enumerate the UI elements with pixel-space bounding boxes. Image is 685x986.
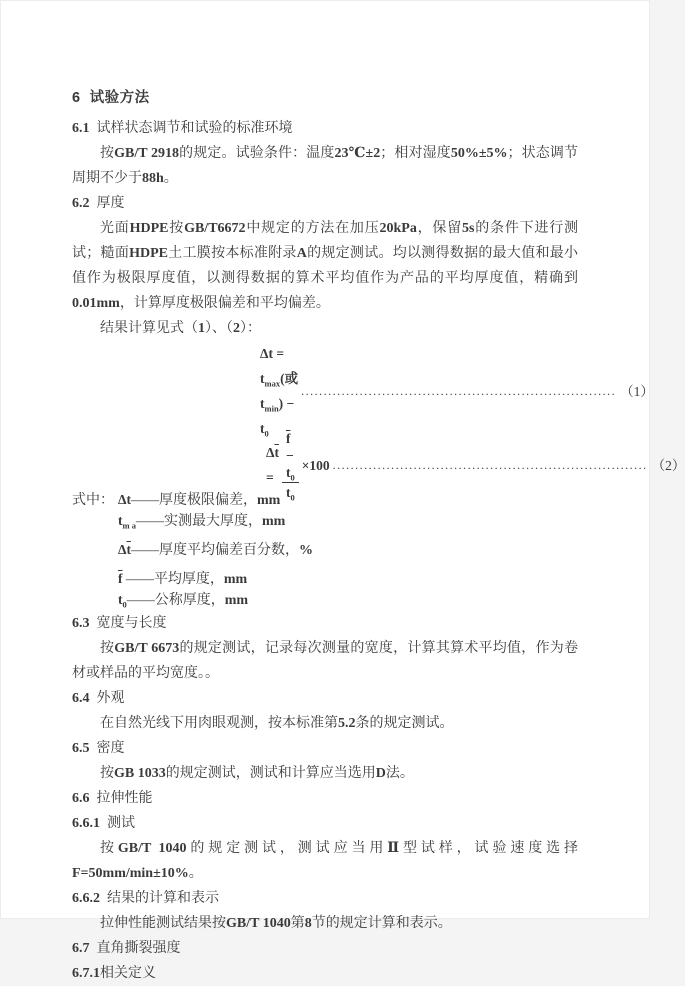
definition-term: $\Delta\overline{t}$ xyxy=(118,542,131,557)
definition-term: $t_0$ xyxy=(118,592,127,610)
definition-dash: —— xyxy=(126,593,155,608)
section-heading-6-6-2: 6.6.2 结果的计算和表示 xyxy=(72,891,219,906)
section-heading-6-4: 6.4 外观 xyxy=(72,691,125,706)
paragraph-6-2-formula-intro: 结果计算见式（1）、（2）： xyxy=(100,321,261,336)
definition-term: Δt xyxy=(118,492,131,507)
section-heading-6-6-1: 6.6.1 测试 xyxy=(72,816,135,831)
definition-row xyxy=(72,569,578,590)
definitions-list xyxy=(72,490,578,611)
definition-description: 实测最大厚度，mm xyxy=(163,514,286,529)
definition-description: 平均厚度，mm xyxy=(153,572,248,587)
paragraph-6-3: 按GB/T 6673的规定测试，记录每次测量的宽度，计算其算术平均值，作为卷材或样品的平均宽度。。 xyxy=(72,641,579,681)
definition-row xyxy=(72,511,578,532)
paragraph-6-6-2: 拉伸性能测试结果按GB/T 1040第8节的规定计算和表示。 xyxy=(100,916,452,931)
section-heading-6-5: 6.5 密度 xyxy=(72,741,125,756)
formula-1-equation: $\Delta t = t_{max}$(或$t_{min}) - t_0$ xyxy=(260,346,299,439)
fraction-denominator: $t_0$ xyxy=(285,484,295,503)
definition-row xyxy=(72,540,578,561)
section-heading-6: 6 试验方法 xyxy=(72,90,150,106)
dot-leader: ...................................................................... xyxy=(301,383,617,398)
formula-2-multiplier: ×100 xyxy=(301,457,330,473)
section-heading-6-6: 6.6 拉伸性能 xyxy=(72,791,153,806)
definition-row xyxy=(72,490,578,511)
definition-description: 厚度极限偏差，mm xyxy=(158,493,281,508)
paragraph-6-2: 光面HDPE按GB/T6672中规定的方法在加压20kPa，保留5s的条件下进行测试；糙面HDPE土工膜按本标准附录A的规定测试。均以测得数据的最大值和最小值作为极限厚度值，以测得数据的算术平均值作为产品的平均厚度值，精确到0.01mm，计算厚度极限偏差和平均偏差。 xyxy=(72,221,579,311)
formula-1-number: （1） xyxy=(620,383,654,399)
section-heading-6-7: 6.7 直角撕裂强度 xyxy=(72,941,181,956)
paragraph-6-4: 在自然光线下用肉眼观测，按本标准第5.2条的规定测试。 xyxy=(100,716,454,731)
definition-dash: —— xyxy=(130,493,159,508)
formula-2-number: （2） xyxy=(651,457,685,473)
definitions-label: 式中： xyxy=(72,493,114,508)
definition-term: $\overline{f}$ xyxy=(118,571,123,586)
paragraph-6-5: 按GB 1033的规定测试，测试和计算应当选用D法。 xyxy=(100,766,414,781)
section-heading-6-7-1: 6.7.1相关定义 xyxy=(72,966,156,981)
definition-term: $t_{m a}$ xyxy=(118,513,136,531)
paragraph-6-6-1: 按GB/T 1040的规定测试，测试应当用Ⅱ型试样，试验速度选择 F=50mm/min±10%。 xyxy=(72,841,586,881)
formula-2-fraction xyxy=(282,430,299,501)
formula-1 xyxy=(72,341,654,441)
definition-dash: —— xyxy=(135,514,164,529)
definition-description: 厚度平均偏差百分数，% xyxy=(158,543,313,558)
definition-dash: —— xyxy=(125,572,154,587)
paragraph-6-1: 按GB/T 2918的规定。试验条件：温度23℃±2；相对湿度50%±5%；状态调节周期不少于88h。 xyxy=(72,146,579,186)
section-heading-6-1: 6.1 试样状态调节和试验的标准环境 xyxy=(72,121,293,136)
formula-2-lhs: $\Delta\overline{t}$ = xyxy=(266,445,283,485)
section-heading-6-2: 6.2 厚度 xyxy=(72,196,125,211)
definition-row xyxy=(72,590,578,611)
dot-leader: ...................................................................... xyxy=(332,457,648,472)
definition-dash: —— xyxy=(130,543,159,558)
definition-description: 公称厚度，mm xyxy=(154,593,249,608)
fraction-numerator: $\overline{f} - t_0$ xyxy=(282,430,299,483)
section-heading-6-3: 6.3 宽度与长度 xyxy=(72,616,167,631)
